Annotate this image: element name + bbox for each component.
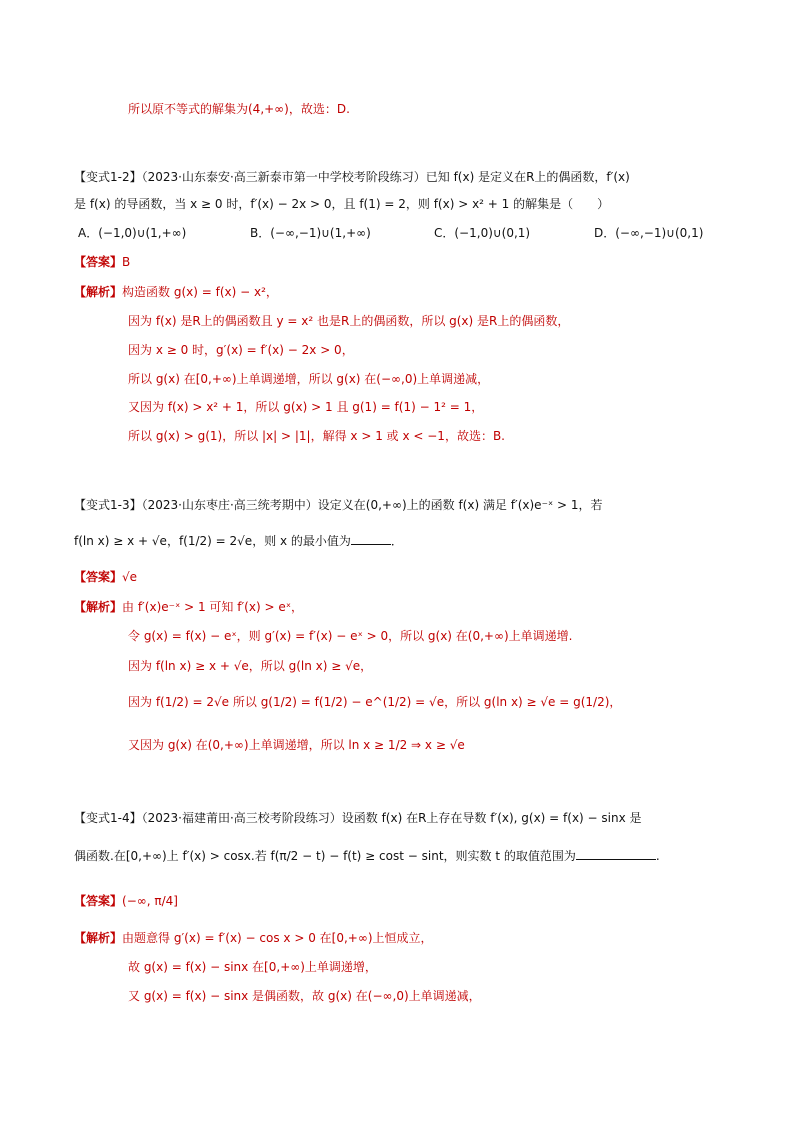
q13-stem-text: f(ln x) ≥ x + √e，f(1/2) = 2√e，则 x 的最小值为	[74, 534, 351, 548]
q14-stem-tail: .	[655, 849, 660, 863]
q12-analysis-label: 【解析】	[74, 285, 123, 299]
q13-analysis-first	[74, 599, 303, 615]
q13-stem-tail: ．	[390, 534, 403, 548]
q12-answer-value: B	[122, 255, 131, 269]
q13-answer-blank	[351, 532, 391, 545]
q14-stem-line2	[74, 847, 660, 864]
q12-header: 【变式1-2】（2023·山东泰安·高三新泰市第一中学校考阶段练习）已知 f(x) 是定义在R上的偶函数，f′(x)	[74, 170, 630, 184]
q12-option-b: B．(−∞,−1)∪(1,+∞)	[250, 226, 371, 240]
q14-answer-blank	[576, 847, 656, 860]
q14-analysis-line-2: 故 g(x) = f(x) − sinx 在[0,+∞)上单调递增，	[128, 960, 377, 974]
q13-answer	[74, 569, 137, 585]
q12-analysis-line-6: 所以 g(x) > g(1)，所以 |x| > |1|，解得 x > 1 或 x < −1，故选：B.	[128, 429, 505, 443]
q13-analysis-line-4: 因为 f(1/2) = 2√e 所以 g(1/2) = f(1/2) − e^(1/2) = √e，所以 g(ln x) ≥ √e = g(1/2)，	[128, 695, 622, 709]
q12-analysis-line-2: 因为 f(x) 是R上的偶函数且 y = x² 也是R上的偶函数，所以 g(x) 是R上的偶函数，	[128, 314, 570, 328]
q13-analysis-line-3: 因为 f(ln x) ≥ x + √e，所以 g(ln x) ≥ √e，	[128, 659, 373, 673]
q14-stem-text: 偶函数.在[0,+∞)上 f′(x) > cosx.若 f(π/2 − t) − f(t) ≥ cost − sint，则实数 t 的取值范围为	[74, 849, 576, 863]
q13-analysis-line-2: 令 g(x) = f(x) − eˣ，则 g′(x) = f′(x) − eˣ > 0，所以 g(x) 在(0,+∞)上单调递增.	[128, 629, 573, 643]
intro-conclusion: 所以原不等式的解集为(4,+∞)，故选：D.	[128, 102, 350, 116]
q12-analysis-first	[74, 284, 278, 300]
q13-analysis-line-1: 由 f′(x)e⁻ˣ > 1 可知 f′(x) > eˣ，	[122, 600, 304, 614]
q12-option-d: D．(−∞,−1)∪(0,1)	[594, 226, 704, 240]
q12-answer	[74, 254, 130, 270]
q13-answer-value: √e	[122, 570, 138, 584]
q14-header: 【变式1-4】（2023·福建莆田·高三校考阶段练习）设函数 f(x) 在R上存在导数 f′(x), g(x) = f(x) − sinx 是	[74, 811, 642, 825]
q14-answer-label: 【答案】	[74, 894, 123, 908]
q14-analysis-line-1: 由题意得 g′(x) = f′(x) − cos x > 0 在[0,+∞)上恒成立，	[122, 931, 433, 945]
q12-stem-line2: 是 f(x) 的导函数，当 x ≥ 0 时，f′(x) − 2x > 0，且 f(1) = 2，则 f(x) > x² + 1 的解集是（ ）	[74, 197, 610, 211]
q14-answer	[74, 893, 178, 909]
q14-analysis-line-3: 又 g(x) = f(x) − sinx 是偶函数，故 g(x) 在(−∞,0)上单调递减，	[128, 989, 481, 1003]
q12-analysis-line-1: 构造函数 g(x) = f(x) − x²，	[122, 285, 278, 299]
q12-option-a: A．(−1,0)∪(1,+∞)	[78, 226, 187, 240]
q12-analysis-line-4: 所以 g(x) 在[0,+∞)上单调递增，所以 g(x) 在(−∞,0)上单调递减，	[128, 372, 490, 386]
q14-analysis-first	[74, 930, 433, 946]
q12-answer-label: 【答案】	[74, 255, 123, 269]
q12-analysis-line-3: 因为 x ≥ 0 时，g′(x) = f′(x) − 2x > 0，	[128, 343, 354, 357]
q13-header: 【变式1-3】（2023·山东枣庄·高三统考期中）设定义在(0,+∞)上的函数 f(x) 满足 f′(x)e⁻ˣ > 1，若	[74, 498, 603, 512]
q12-option-c: C．(−1,0)∪(0,1)	[434, 226, 531, 240]
q13-analysis-line-5: 又因为 g(x) 在(0,+∞)上单调递增，所以 ln x ≥ 1/2 ⇒ x ≥ √e	[128, 738, 465, 752]
q14-analysis-label: 【解析】	[74, 931, 123, 945]
q13-stem-line2	[74, 532, 403, 549]
q12-analysis-line-5: 又因为 f(x) > x² + 1，所以 g(x) > 1 且 g(1) = f(1) − 1² = 1，	[128, 400, 484, 414]
q13-answer-label: 【答案】	[74, 570, 123, 584]
q14-answer-value: (−∞, π/4]	[122, 894, 178, 908]
q13-analysis-label: 【解析】	[74, 600, 123, 614]
